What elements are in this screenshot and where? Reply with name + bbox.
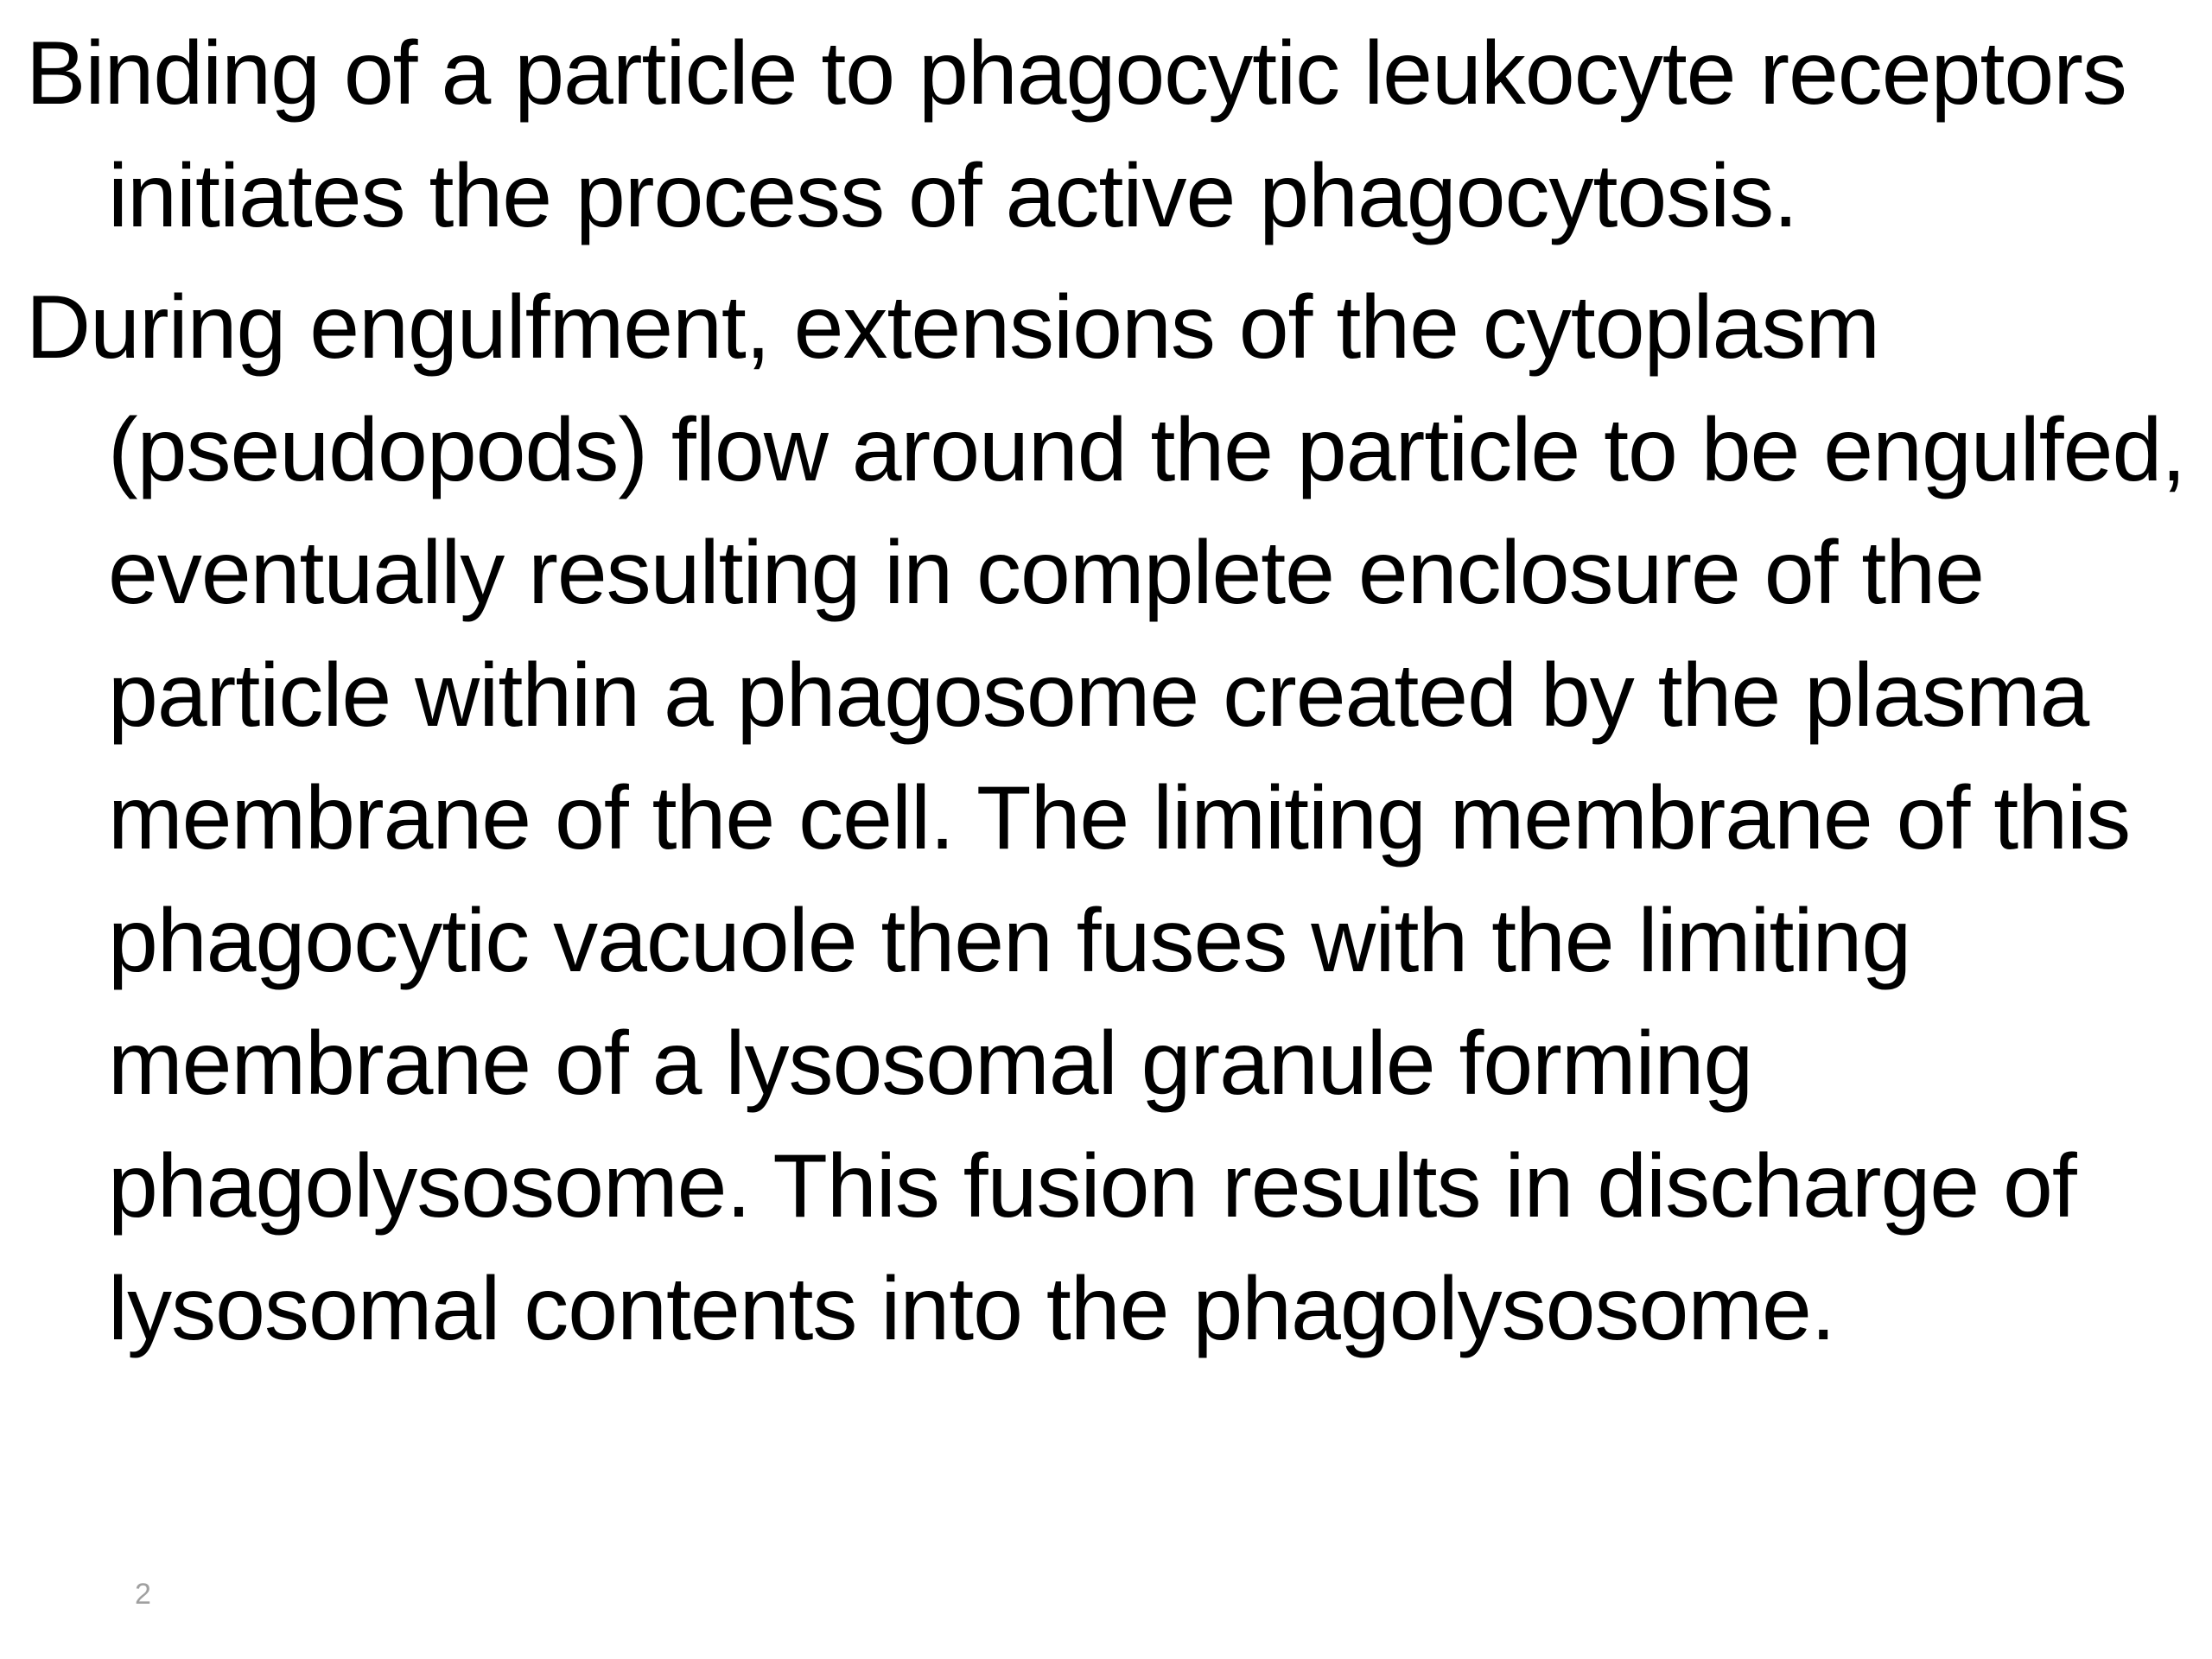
paragraph-engulfment: During engulfment, extensions of the cytoplasm (pseudopods) flow around the particle to be engulfed, eventually resulting in complete enclosure of the particle within a phagosome created by the plasma membrane of the cell. The limiting membrane of this phagocytic vacuole then fuses with the limiting membrane of a lysosomal granule forming phagolysosome. This fusion results in discharge of lysosomal contents into the phagolysosome. (26, 277, 2186, 1359)
slide-body-text (26, 12, 2186, 1379)
slide-number: 2 (135, 1578, 151, 1611)
paragraph-phagocytosis-initiation: Binding of a particle to phagocytic leukocyte receptors initiates the process of active phagocytosis. (26, 23, 2126, 246)
